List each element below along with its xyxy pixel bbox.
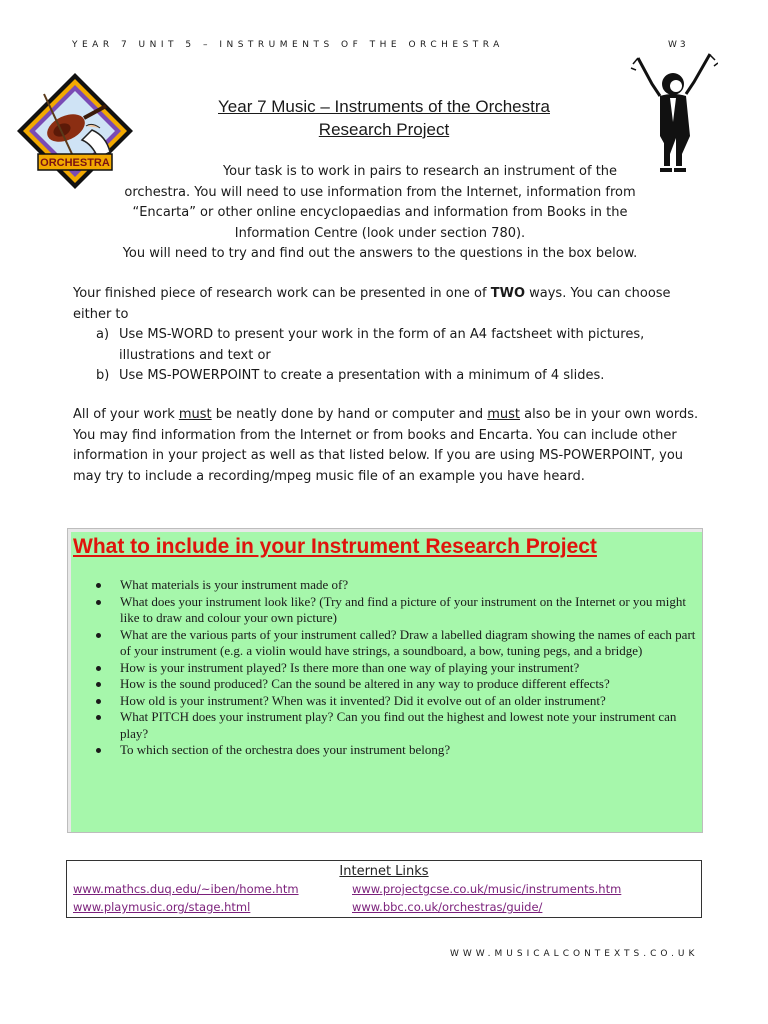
links-title: Internet Links — [339, 864, 429, 879]
question-list — [92, 577, 698, 759]
options-intro: Your finished piece of research work can be presented in one of TWO ways. You can choose either to — [73, 286, 671, 322]
link-mathcs[interactable]: www.mathcs.duq.edu/~iben/home.htm — [73, 882, 299, 896]
link-bbc-orchestras[interactable]: www.bbc.co.uk/orchestras/guide/ — [352, 900, 543, 914]
list-item: What materials is your instrument made of? — [92, 577, 698, 594]
title-line-2: Research Project — [318, 120, 450, 139]
two-emphasis: TWO — [490, 286, 525, 301]
list-item: To which section of the orchestra does your instrument belong? — [92, 742, 698, 759]
link-playmusic[interactable]: www.playmusic.org/stage.html — [73, 900, 251, 914]
list-item: What PITCH does your instrument play? Can you find out the highest and lowest note your instrument can play? — [92, 709, 698, 742]
site-footer: WWW.MUSICALCONTEXTS.CO.UK — [450, 949, 699, 959]
link-projectgcse[interactable]: www.projectgcse.co.uk/music/instruments.htm — [352, 882, 622, 896]
list-item: What are the various parts of your instrument called? Draw a labelled diagram showing the names of each part of your instrument (e.g. a violin would have strings, a soundboard, a bow, tuning pegs, and a bridge) — [92, 627, 698, 660]
list-item: How is the sound produced? Can the sound be altered in any way to produce different effects? — [92, 676, 698, 693]
title-line-1: Year 7 Music – Instruments of the Orchestra — [218, 97, 550, 116]
presentation-options — [73, 284, 697, 387]
list-item: How is your instrument played? Is there more than one way of playing your instrument? — [92, 660, 698, 677]
running-header: YEAR 7 UNIT 5 – INSTRUMENTS OF THE ORCHESTRA — [72, 40, 504, 50]
intro-line: “Encarta” or other online encyclopaedias and information from Books in the — [132, 205, 628, 220]
work-requirements: All of your work must be neatly done by hand or computer and must also be in your own words. You may find information from the Internet or from books and Encarta. You can include other information in your project as well as that listed below. If you are using MS-POWERPOINT, you may try to include a recording/mpeg music file of an example you have heard. — [73, 407, 699, 484]
option-item: b) Use MS-POWERPOINT to create a presentation with a minimum of 4 slides. — [96, 368, 605, 383]
list-item: What does your instrument look like? (Try and find a picture of your instrument on the Internet or you might like to draw and colour your own picture) — [92, 594, 698, 627]
option-item: a) Use MS-WORD to present your work in the form of an A4 factsheet with pictures, illustrations and text or — [96, 327, 645, 363]
list-item: How old is your instrument? When was it invented? Did it evolve out of an older instrument? — [92, 693, 698, 710]
intro-line: Information Centre (look under section 780). — [234, 225, 526, 241]
must-emphasis: must — [487, 407, 521, 422]
worksheet-code: W3 — [668, 40, 689, 50]
intro-line: orchestra. You will need to use information from the Internet, information from — [124, 184, 636, 200]
task-intro — [74, 162, 686, 265]
intro-line: Your task is to work in pairs to research an instrument of the — [222, 164, 618, 179]
conductor-icon — [630, 44, 718, 174]
page-title — [140, 95, 628, 141]
logo-label: ORCHESTRA — [40, 157, 110, 169]
intro-line: You will need to try and find out the answers to the questions in the box below. — [122, 246, 638, 261]
box-title: What to include in your Instrument Research Project — [73, 535, 597, 558]
must-emphasis: must — [178, 407, 212, 422]
